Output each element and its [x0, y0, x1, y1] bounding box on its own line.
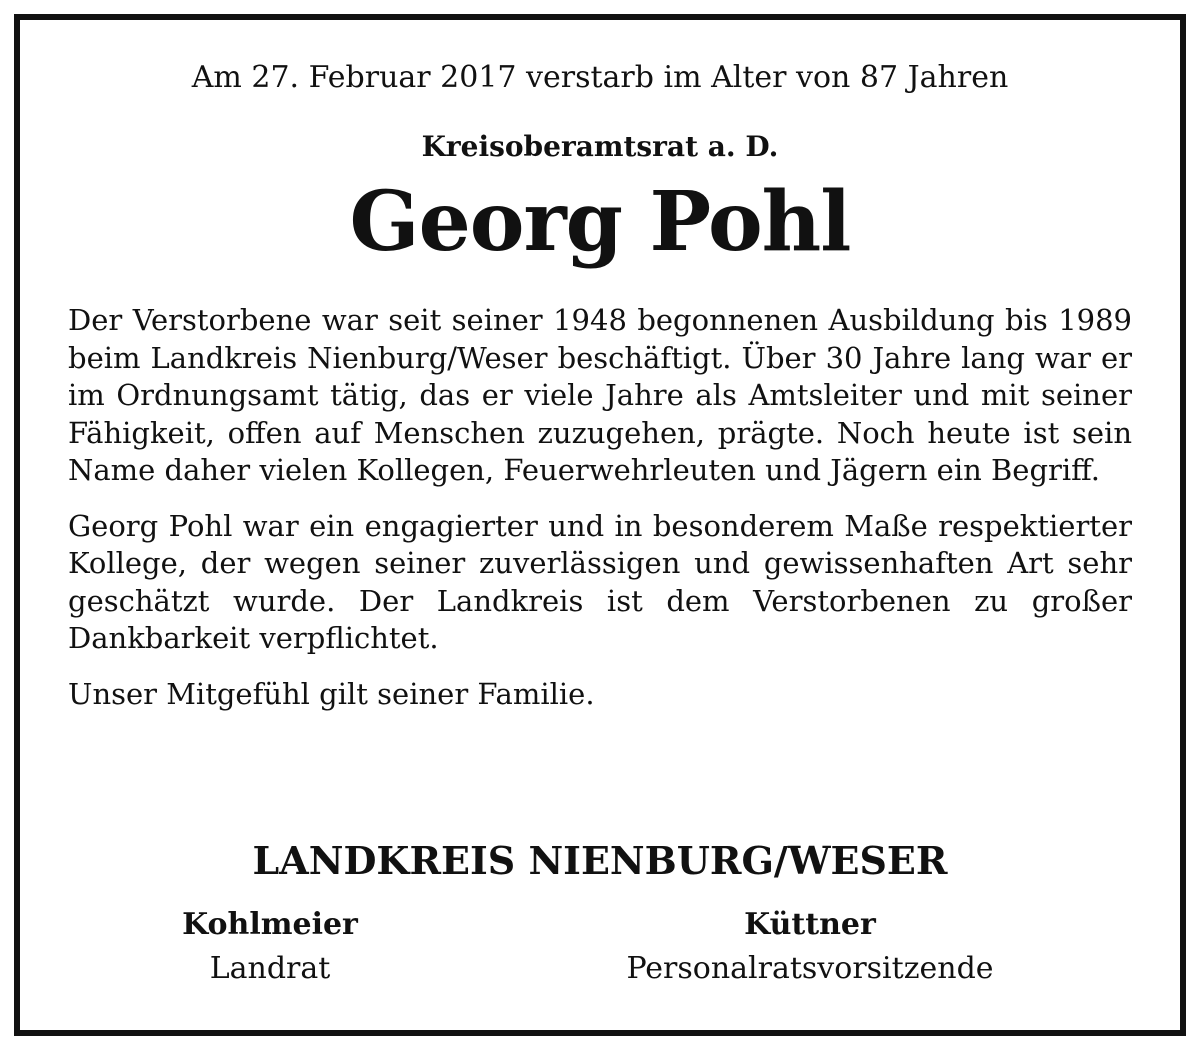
- paragraph-tribute: Georg Pohl war ein engagierter und in besonderem Maße respektierter Kollege, der wegen seiner zuverlässigen und gewissenhaften Art sehr geschätzt wurde. Der Landkreis ist dem Verstorbenen zu großer Dankbarkeit verpflichtet.: [68, 508, 1132, 655]
- signatory-name: Küttner: [744, 907, 876, 942]
- paragraph-condolence: Unser Mitgefühl gilt seiner Familie.: [68, 676, 595, 711]
- signatory-left: [130, 904, 410, 992]
- obituary-body: [68, 302, 1132, 713]
- death-announcement-line: Am 27. Februar 2017 verstarb im Alter von 87 Jahren: [191, 60, 1009, 95]
- signatory-name: Kohlmeier: [182, 907, 358, 942]
- deceased-rank: Kreisoberamtsrat a. D.: [421, 130, 779, 163]
- deceased-name: Georg Pohl: [349, 174, 851, 270]
- organization-name: LANDKREIS NIENBURG/WESER: [252, 838, 948, 883]
- signatory-right: [580, 904, 1040, 992]
- signatory-title: Personalratsvorsitzende: [626, 951, 994, 986]
- signatory-title: Landrat: [209, 951, 331, 986]
- obituary-notice: [14, 14, 1186, 1036]
- paragraph-career: Der Verstorbene war seit seiner 1948 begonnenen Ausbildung bis 1989 beim Landkreis Nienburg/Weser beschäftigt. Über 30 Jahre lang war er im Ordnungsamt tätig, das er viele Jahre als Amtsleiter und mit seiner Fähigkeit, offen auf Menschen zuzugehen, prägte. Noch heute ist sein Name daher vielen Kollegen, Feuerwehrleuten und Jägern ein Begriff.: [68, 303, 1132, 487]
